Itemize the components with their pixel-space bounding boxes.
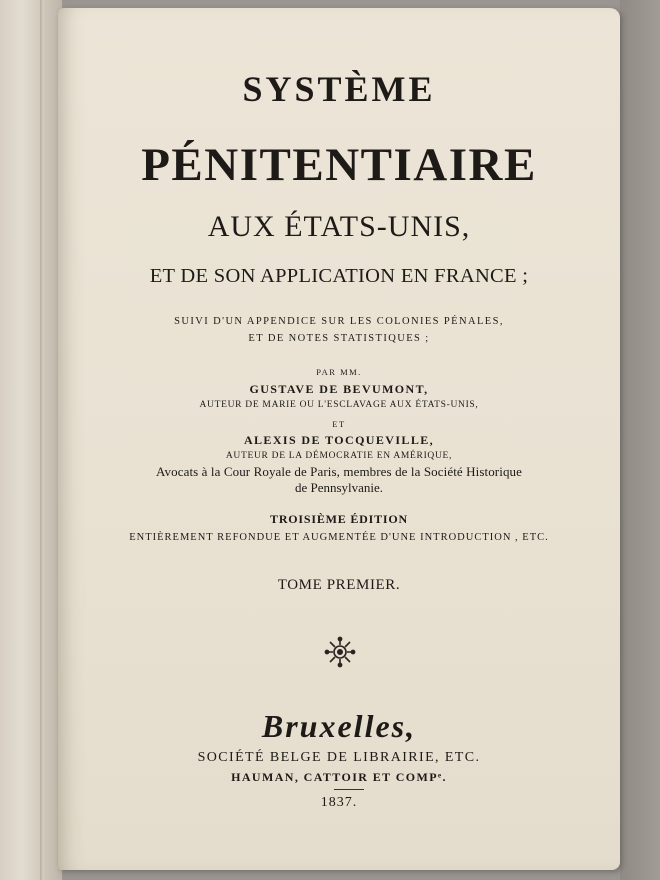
author-1-name: GUSTAVE DE BEVUMONT, [249,382,429,396]
rosette-ornament-icon [324,636,356,668]
title-line-1: SYSTÈME [242,69,436,109]
divider-rule [334,789,364,790]
title-line-3: AUX ÉTATS-UNIS, [207,210,471,243]
subtitle-line-2: ET DE NOTES STATISTIQUES ; [248,333,430,344]
page-gutter [40,0,44,880]
author-2-name: ALEXIS DE TOCQUEVILLE, [243,433,435,447]
background [620,0,660,880]
publication-year: 1837. [320,795,358,810]
affiliation-line-2: de Pennsylvanie. [294,480,384,495]
publisher-line-1: SOCIÉTÉ BELGE DE LIBRAIRIE, ETC. [197,750,481,765]
title-line-4: ET DE SON APPLICATION EN FRANCE ; [149,265,529,287]
author-2-description: AUTEUR DE LA DÉMOCRATIE EN AMÉRIQUE, [225,451,453,461]
subtitle-line-1: SUIVI D'UN APPENDICE SUR LES COLONIES PÉNALES, [174,316,504,327]
author-1-description: AUTEUR DE MARIE OU L'ESCLAVAGE AUX ÉTATS-UNIS, [199,400,479,410]
city: Bruxelles, [261,708,417,744]
title-page-content [58,0,620,880]
conjunction: ET [332,419,346,429]
book-spine-left-page [0,0,62,880]
edition-note: ENTIÈREMENT REFONDUE ET AUGMENTÉE D'UNE INTRODUCTION , ETC. [129,532,549,543]
by-label: PAR MM. [316,367,362,377]
volume-label: TOME PREMIER. [277,577,401,593]
publisher-line-2: HAUMAN, CATTOIR ET COMPᵉ. [231,770,447,784]
title-line-2: PÉNITENTIAIRE [141,139,537,191]
affiliation-line-1: Avocats à la Cour Royale de Paris, membres de la Société Historique [155,464,523,479]
edition: TROISIÈME ÉDITION [270,512,408,526]
